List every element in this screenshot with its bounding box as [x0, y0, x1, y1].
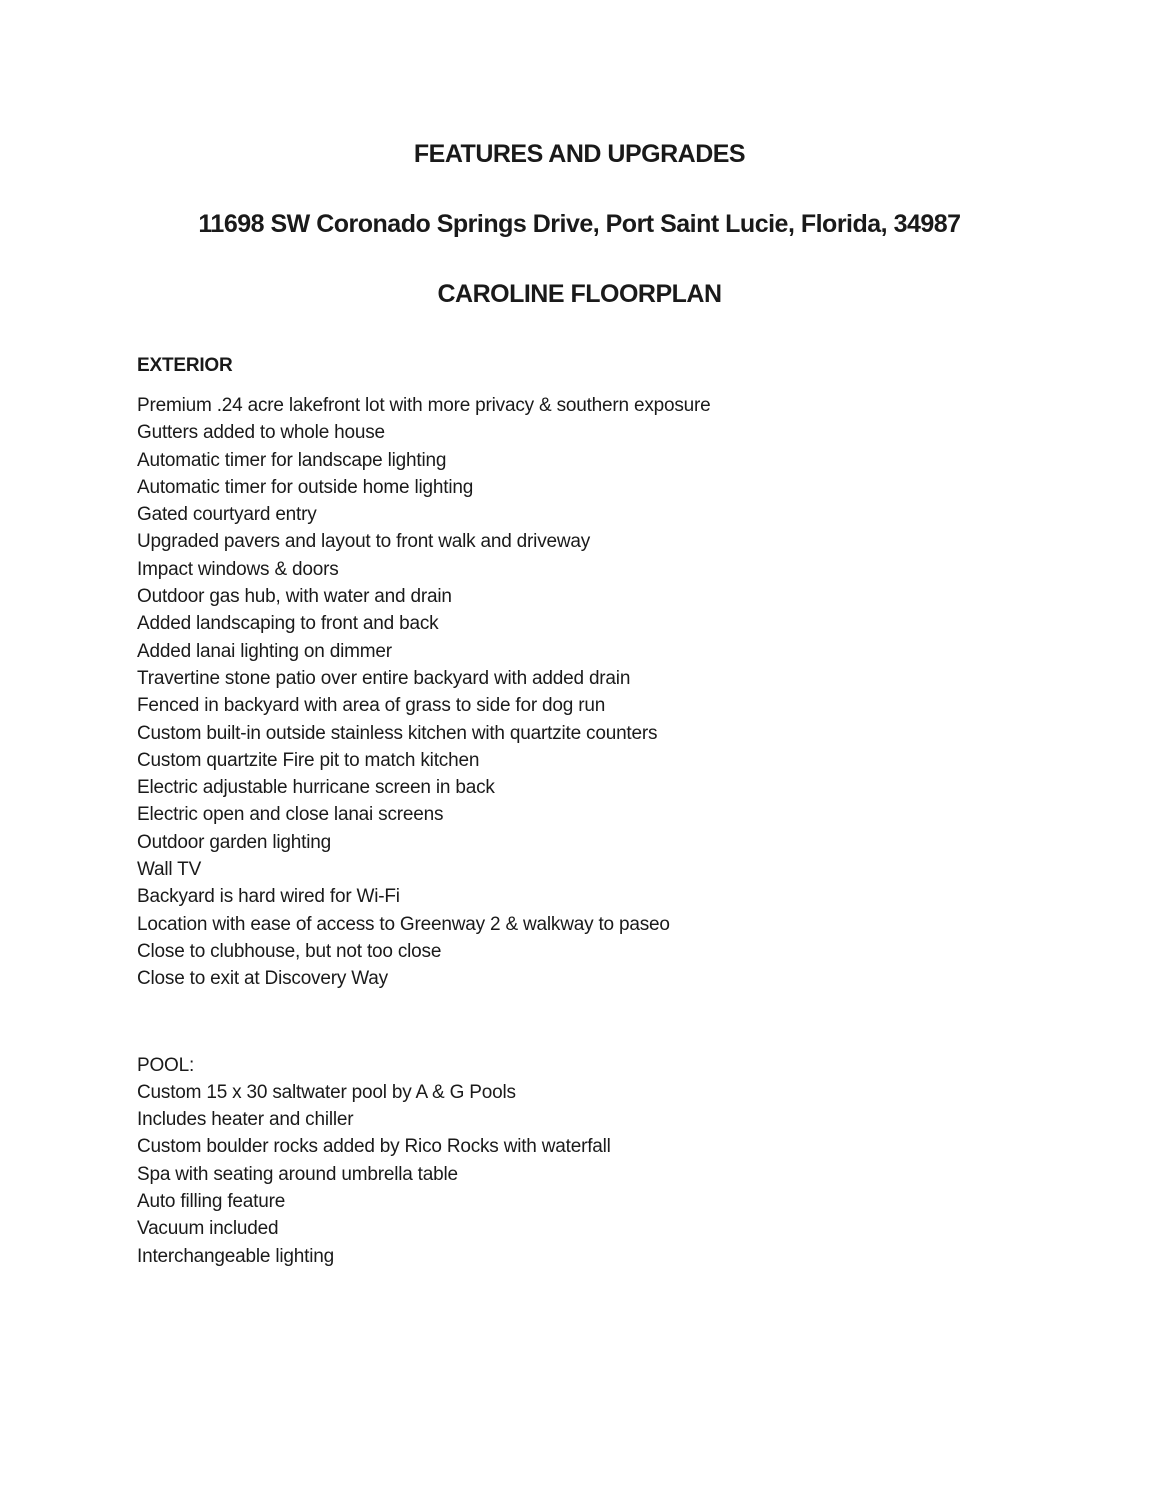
exterior-feature-list [137, 392, 1159, 993]
feature-item: Impact windows & doors [137, 558, 339, 580]
feature-item: Auto filling feature [137, 1191, 286, 1213]
property-address: 11698 SW Coronado Springs Drive, Port Saint Lucie, Florida, 34987 [198, 210, 961, 238]
feature-item: Outdoor gas hub, with water and drain [137, 586, 452, 608]
feature-item: Added landscaping to front and back [137, 613, 439, 635]
feature-item: Premium .24 acre lakefront lot with more privacy & southern exposure [137, 395, 711, 416]
feature-item: Gutters added to whole house [137, 422, 385, 444]
feature-item: Custom quartzite Fire pit to match kitchen [137, 749, 480, 771]
feature-item: Automatic timer for landscape lighting [137, 449, 447, 471]
feature-item: Wall TV [137, 859, 202, 881]
feature-item: Travertine stone patio over entire backyard with added drain [137, 667, 631, 689]
feature-item: Close to clubhouse, but not too close [137, 940, 442, 962]
feature-item: Electric adjustable hurricane screen in back [137, 777, 495, 799]
feature-item: Outdoor garden lighting [137, 831, 331, 853]
exterior-section-heading: EXTERIOR [137, 355, 233, 376]
feature-item: Location with ease of access to Greenway 2 & walkway to paseo [137, 913, 670, 935]
feature-item: Electric open and close lanai screens [137, 804, 444, 826]
floorplan-name: CAROLINE FLOORPLAN [437, 280, 722, 308]
feature-item: Automatic timer for outside home lighting [137, 476, 474, 498]
feature-item: Close to exit at Discovery Way [137, 968, 388, 990]
feature-item: Custom built-in outside stainless kitchen with quartzite counters [137, 722, 658, 744]
feature-item: Includes heater and chiller [137, 1109, 354, 1131]
feature-item: Spa with seating around umbrella table [137, 1163, 458, 1185]
feature-item: Interchangeable lighting [137, 1245, 334, 1267]
pool-section-heading: POOL: [137, 1054, 195, 1076]
document-title: FEATURES AND UPGRADES [413, 140, 746, 168]
feature-item: Custom 15 x 30 saltwater pool by A & G Pools [137, 1081, 516, 1103]
pool-feature-list [137, 1052, 1159, 1270]
feature-item: Vacuum included [137, 1218, 279, 1240]
feature-item: Upgraded pavers and layout to front walk and driveway [137, 531, 591, 553]
feature-item: Gated courtyard entry [137, 504, 317, 526]
feature-item: Added lanai lighting on dimmer [137, 640, 392, 662]
feature-item: Custom boulder rocks added by Rico Rocks with waterfall [137, 1136, 611, 1158]
feature-item: Fenced in backyard with area of grass to side for dog run [137, 695, 606, 717]
feature-item: Backyard is hard wired for Wi-Fi [137, 886, 400, 908]
